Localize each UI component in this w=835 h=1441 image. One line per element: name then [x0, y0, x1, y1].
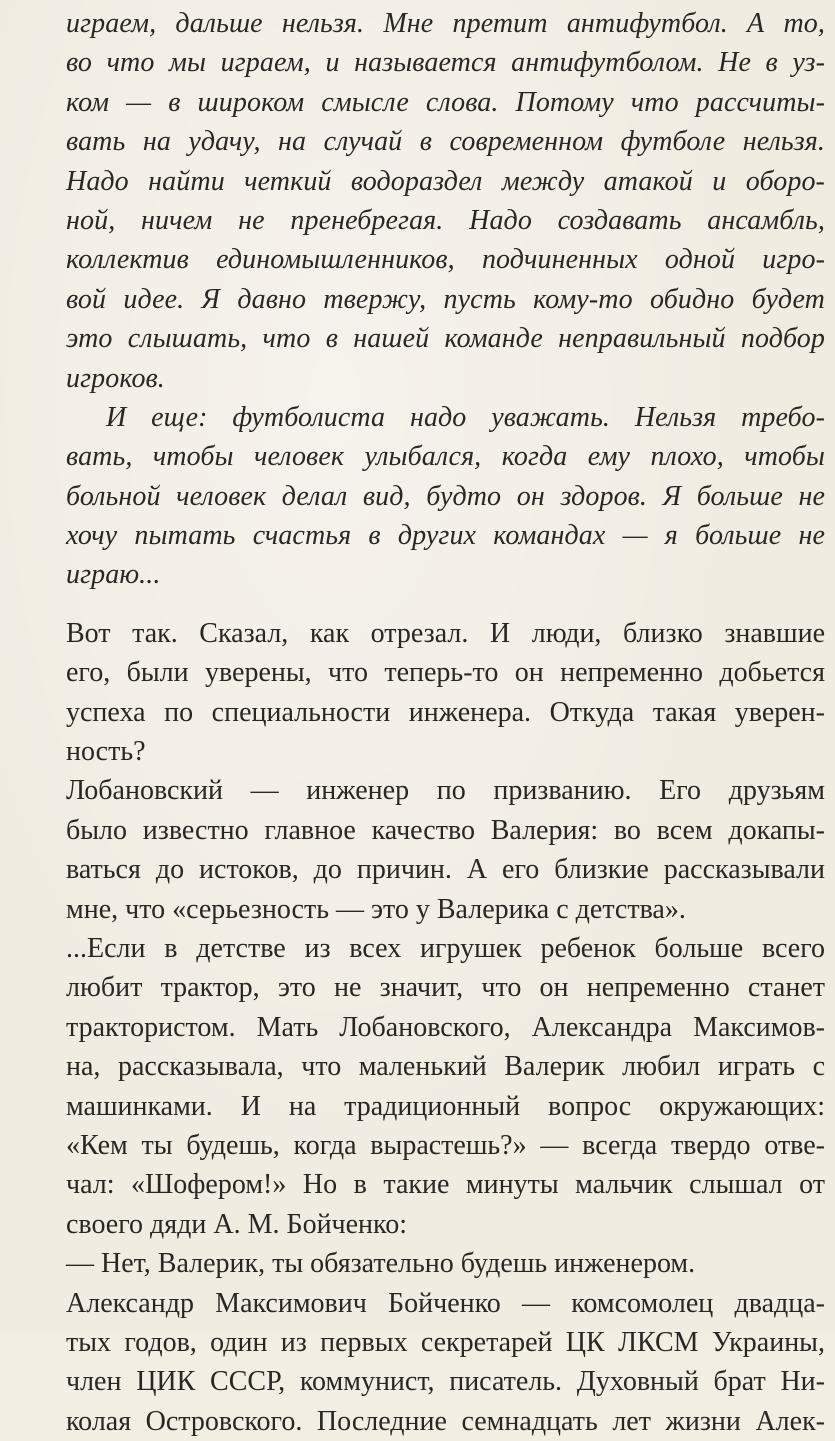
body-line: ность?	[66, 736, 146, 768]
body-line: его, были уверены, что теперь-то он непременно добьется	[66, 657, 825, 689]
quote-line: Надо найти четкий водораздел между атакой и оборо-	[66, 165, 825, 197]
body-line: Лобановский — инженер по призванию. Его друзьям	[66, 775, 825, 807]
quote-line: игроков.	[66, 362, 165, 394]
body-line: «Кем ты будешь, когда вырастешь?» — всегда твердо отве-	[66, 1129, 825, 1161]
body-line: Александр Максимович Бойченко — комсомолец двадца-	[66, 1287, 825, 1319]
quote-line: это слышать, что в нашей команде неправильный подбор	[66, 323, 825, 355]
body-line: на, рассказывала, что маленький Валерик любил играть с	[66, 1051, 825, 1083]
body-line: успеха по специальности инженера. Откуда такая уверен-	[66, 696, 825, 728]
body-line: ваться до истоков, до причин. А его близкие рассказывали	[66, 854, 825, 886]
body-line: мне, что «серьезность — это у Валерика с детства».	[66, 893, 686, 925]
body-line: тых годов, один из первых секретарей ЦК ЛКСМ Украины,	[66, 1326, 825, 1358]
body-line: колая Островского. Последние семнадцать лет жизни Алек-	[66, 1405, 825, 1437]
quote-line: вать, чтобы человек улыбался, когда ему плохо, чтобы	[66, 441, 825, 473]
body-line: — Нет, Валерик, ты обязательно будешь инженером.	[66, 1248, 696, 1280]
body-line: чал: «Шофером!» Но в такие минуты мальчик слышал от	[66, 1169, 825, 1201]
quote-line: больной человек делал вид, будто он здоров. Я больше не	[66, 480, 825, 512]
body-line: трактористом. Мать Лобановского, Александра Максимов-	[66, 1011, 825, 1043]
body-line: член ЦИК СССР, коммунист, писатель. Духовный брат Ни-	[66, 1366, 825, 1398]
quote-block	[66, 4, 825, 595]
body-line: машинками. И на традиционный вопрос окружающих:	[66, 1090, 825, 1122]
quote-line: вой идее. Я давно твержу, пусть кому-то обидно будет	[66, 283, 825, 315]
body-line: ...Если в детстве из всех игрушек ребенок больше всего	[66, 932, 825, 964]
quote-line: ком — в широком смысле слова. Потому что рассчиты-	[66, 86, 825, 118]
body-line: Вот так. Сказал, как отрезал. И люди, близко знавшие	[66, 617, 825, 649]
quote-line: ной, ничем не пренебрегая. Надо создавать ансамбль,	[66, 204, 825, 236]
body-line: любит трактор, это не значит, что он непременно станет	[66, 972, 825, 1004]
body-text	[66, 614, 825, 1441]
quote-line: вать на удачу, на случай в современном футболе нельзя.	[66, 126, 825, 158]
quote-line: коллектив единомышленников, подчиненных одной игро-	[66, 244, 825, 276]
quote-line: хочу пытать счастья в других командах — я больше не	[66, 520, 825, 552]
section-gap	[66, 595, 825, 614]
body-line: своего дяди А. М. Бойченко:	[66, 1208, 408, 1240]
body-line: было известно главное качество Валерия: во всем докапы-	[66, 814, 825, 846]
quote-line: во что мы играем, и называется антифутболом. Не в уз-	[66, 47, 825, 79]
quote-line: играю...	[66, 559, 161, 591]
quote-line: И еще: футболиста надо уважать. Нельзя требо-	[106, 401, 825, 433]
quote-line: играем, дальше нельзя. Мне претит антифутбол. А то,	[66, 8, 825, 39]
